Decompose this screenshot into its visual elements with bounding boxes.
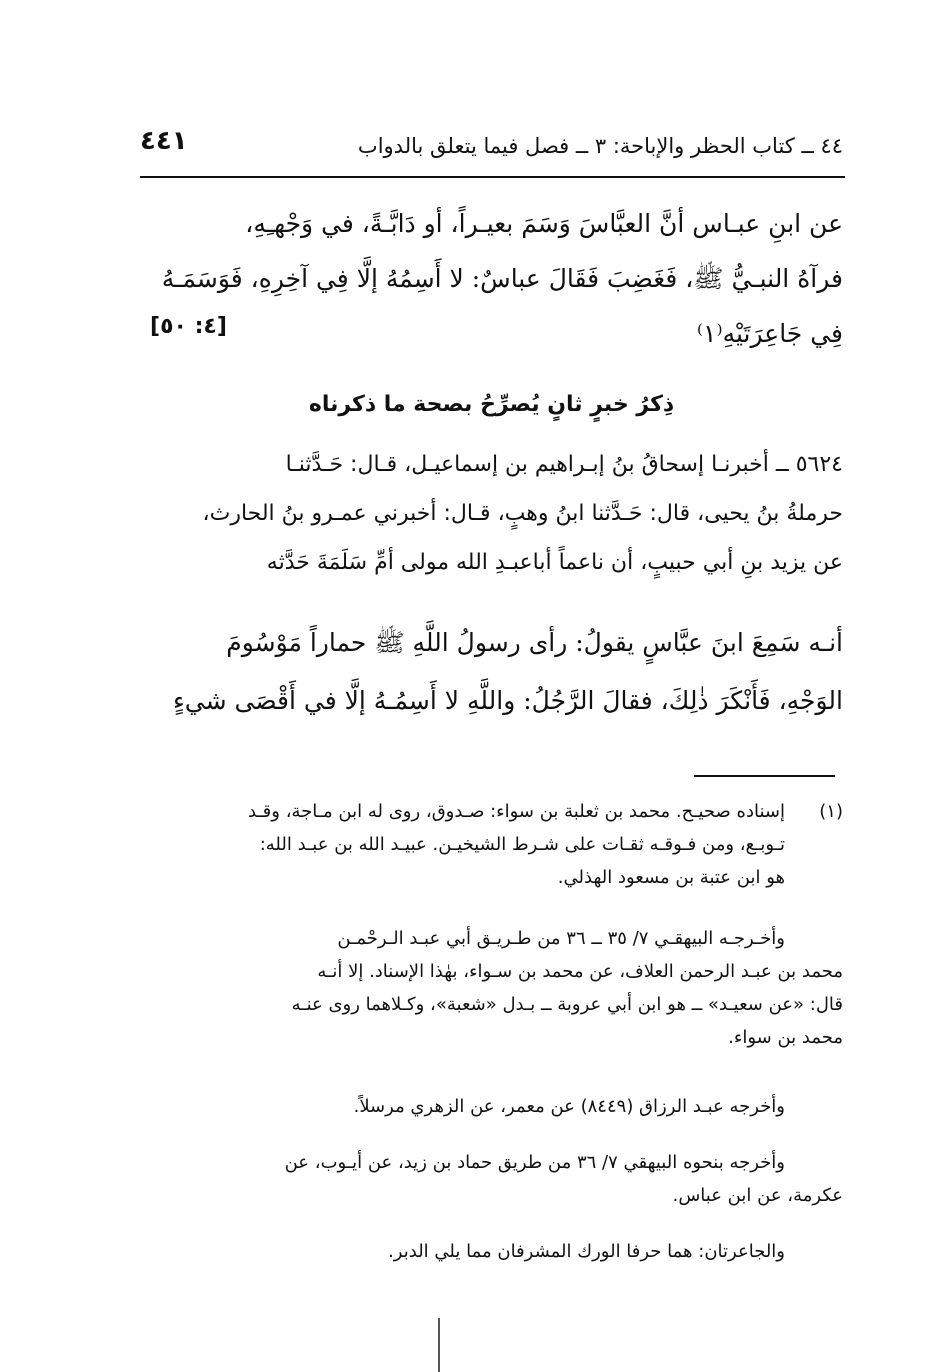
page-header bbox=[140, 122, 843, 172]
running-title: ٤٤ ــ كتاب الحظر والإباحة: ٣ ــ فصل فيما يتعلق بالدواب bbox=[357, 134, 843, 158]
main-text-line: فرآهُ النبـيُّ ﷺ، فَغَضِبَ فَقَالَ عباسٌ: لا أَسِمُهُ إلَّا فِي آخِرِهِ، فَوَسَمَـهُ bbox=[161, 264, 843, 293]
footnote-1 bbox=[135, 795, 843, 905]
section-heading: ذِكرُ خبرٍ ثانٍ يُصرِّحُ بصحة ما ذكرناه bbox=[308, 392, 675, 417]
main-text-line: عن ابنِ عبـاس أنَّ العبَّاسَ وَسَمَ بعيـراً، أو دَابَّـةً، في وَجْهـِهِ، bbox=[245, 209, 843, 238]
footnote-line: هو ابن عتبة بن مسعود الهذلي. bbox=[557, 867, 785, 888]
hadith-line: ٥٦٢٤ ــ أخبرنـا إسحاقُ بنُ إبـراهيم بن إسماعيـل، قـال: حَـدَّثنـا bbox=[285, 452, 843, 477]
binding-mark bbox=[438, 1318, 440, 1372]
hadith-line: حرملةُ بنُ يحيى، قال: حَـدَّثنا ابنُ وهبٍ، قـال: أخبرني عمـرو بنُ الحارث، bbox=[202, 501, 843, 526]
footnote-line: عكرمة، عن ابن عباس. bbox=[672, 1185, 843, 1206]
footnote-line: تـوبـع، ومن فـوقـه ثقـات على شـرط الشيخيـن. عبيـد الله بن عبـد الله: bbox=[259, 834, 785, 855]
footnote-paragraph bbox=[135, 1235, 843, 1268]
footnote-marker: (١) bbox=[819, 801, 843, 822]
footnote-line: وأخرجه عبـد الرزاق (٨٤٤٩) عن معمر، عن الزهري مرسلاً. bbox=[353, 1096, 785, 1117]
matn-line: الوَجْهِ، فَأَنْكَرَ ذٰلِكَ، فقالَ الرَّجُلُ: واللَّهِ لا أَسِمُـهُ إلَّا في أَقْصَى شيءٍ bbox=[173, 686, 843, 715]
header-rule bbox=[140, 176, 845, 178]
matn-line: أنـه سَمِعَ ابنَ عبَّاسٍ يقولُ: رأى رسولُ اللَّهِ ﷺ حماراً مَوْسُومَ bbox=[226, 628, 843, 657]
page-number: ٤٤١ bbox=[140, 126, 188, 156]
footnote-line: قال: «عن سعيـد» ــ هو ابن أبي عروبة ــ بـدل «شعبة»، وكـلاهما روى عنـه bbox=[291, 994, 843, 1015]
footnote-rule bbox=[694, 775, 835, 777]
footnote-body bbox=[135, 795, 785, 894]
footnote-paragraph bbox=[135, 1146, 843, 1212]
hadith-line: عن يزيد بنِ أبي حبيبٍ، أن ناعماً أباعبـدِ الله مولى أمِّ سَلَمَةَ حَدَّثه bbox=[266, 550, 843, 575]
hadith-matn bbox=[140, 614, 843, 730]
hadith-isnad bbox=[140, 440, 843, 587]
footnote-line: وأخـرجـه البيهقـي ٧/ ٣٥ ــ ٣٦ من طـريـق أبي عبـد الـرحْمـن bbox=[337, 928, 785, 949]
footnote-paragraph bbox=[135, 922, 843, 1054]
footnote-line: والجاعرتان: هما حرفا الورك المشرفان مما يلي الدبر. bbox=[388, 1241, 785, 1262]
source-reference: [٤: ٥٠] bbox=[150, 314, 227, 339]
footnote-paragraph bbox=[135, 1090, 843, 1123]
footnote-line: وأخرجه بنحوه البيهقي ٧/ ٣٦ من طريق حماد بن زيد، عن أيـوب، عن bbox=[284, 1152, 785, 1173]
footnote-line: محمد بن سواء. bbox=[728, 1027, 843, 1048]
main-text-line: فِي جَاعِرَتَيْهِ⁽١⁾ bbox=[696, 319, 843, 348]
footnote-line: إسناده صحيـح. محمد بن ثعلبة بن سواء: صـدوق، روى له ابن مـاجة، وقـد bbox=[247, 801, 785, 822]
footnote-line: محمد بن عبـد الرحمن العلاف، عن محمد بن سـواء، بهٰذا الإسناد. إلا أنـه bbox=[317, 961, 843, 982]
main-text bbox=[140, 196, 843, 361]
